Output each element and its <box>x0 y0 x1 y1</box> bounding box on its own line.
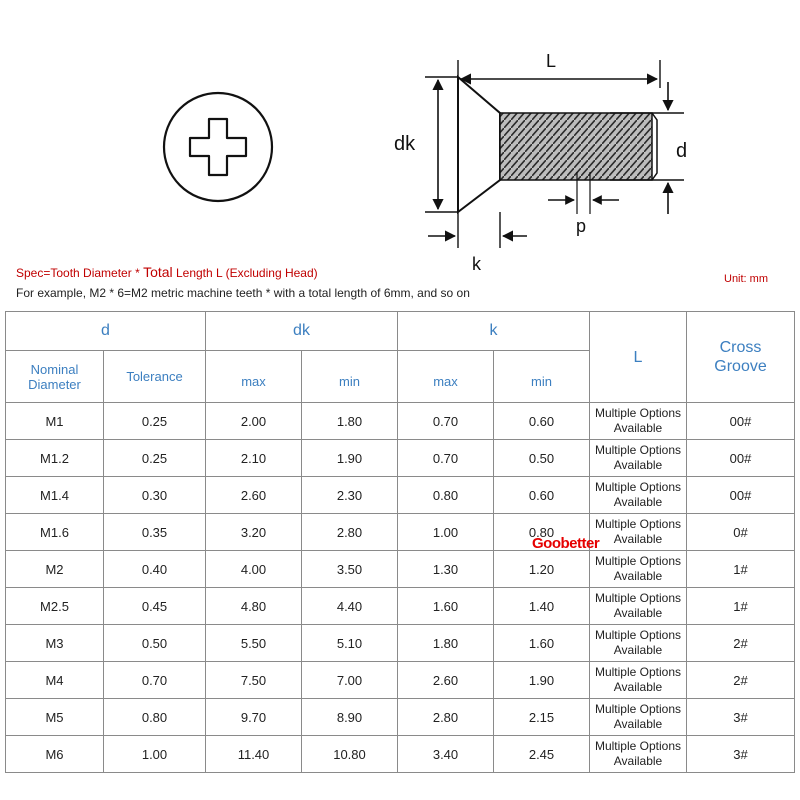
cell-dk-max: 2.60 <box>206 477 302 514</box>
cell-length-options <box>590 625 687 662</box>
cell-tolerance: 0.50 <box>104 625 206 662</box>
header-d: d <box>6 312 206 351</box>
brand-watermark: Goobetter <box>532 535 600 552</box>
cell-dk-min: 10.80 <box>302 736 398 773</box>
options-line1: Multiple Options <box>594 443 682 457</box>
header-k: k <box>398 312 590 351</box>
table-row <box>6 477 795 514</box>
cell-dk-min: 5.10 <box>302 625 398 662</box>
header-nominal-diameter <box>6 351 104 403</box>
cell-length-options <box>590 514 687 551</box>
cell-k-max: 0.70 <box>398 440 494 477</box>
cell-nominal: M4 <box>6 662 104 699</box>
options-line1: Multiple Options <box>594 406 682 420</box>
header-cross-groove <box>687 312 795 403</box>
spec-description <box>16 264 318 280</box>
cell-dk-min: 4.40 <box>302 588 398 625</box>
cell-length-options <box>590 699 687 736</box>
cell-dk-min: 2.80 <box>302 514 398 551</box>
label-k: k <box>472 254 481 274</box>
cross-groove-line1: Cross <box>719 339 762 356</box>
options-line1: Multiple Options <box>594 628 682 642</box>
cell-k-min: 0.60 <box>494 477 590 514</box>
cell-k-min: 1.60 <box>494 625 590 662</box>
options-line2: Available <box>613 421 663 435</box>
cell-k-min: 1.20 <box>494 551 590 588</box>
options-line1: Multiple Options <box>594 702 682 716</box>
table-row <box>6 699 795 736</box>
cell-cross-groove: 00# <box>687 440 795 477</box>
cell-nominal: M1.2 <box>6 440 104 477</box>
table-row <box>6 662 795 699</box>
cell-tolerance: 0.25 <box>104 440 206 477</box>
spec-suffix: Length L (Excluding Head) <box>172 266 318 280</box>
options-line2: Available <box>613 643 663 657</box>
cell-k-min: 0.60 <box>494 403 590 440</box>
cell-cross-groove: 2# <box>687 625 795 662</box>
cell-tolerance: 0.35 <box>104 514 206 551</box>
label-p: p <box>576 216 587 236</box>
cell-nominal: M1 <box>6 403 104 440</box>
cell-tolerance: 0.70 <box>104 662 206 699</box>
cell-length-options <box>590 477 687 514</box>
cell-cross-groove: 3# <box>687 736 795 773</box>
countersunk-screw-side-view-icon <box>458 77 657 212</box>
options-line1: Multiple Options <box>594 480 682 494</box>
cell-length-options <box>590 440 687 477</box>
cell-cross-groove: 2# <box>687 662 795 699</box>
screw-diagram <box>0 0 800 255</box>
cell-k-max: 1.80 <box>398 625 494 662</box>
cell-k-min: 2.45 <box>494 736 590 773</box>
cell-nominal: M2 <box>6 551 104 588</box>
cell-tolerance: 0.80 <box>104 699 206 736</box>
cell-k-min: 2.15 <box>494 699 590 736</box>
cell-tolerance: 0.30 <box>104 477 206 514</box>
options-line1: Multiple Options <box>594 554 682 568</box>
label-d: d <box>676 140 688 162</box>
unit-label: Unit: mm <box>724 273 768 285</box>
cell-dk-max: 5.50 <box>206 625 302 662</box>
spec-total: Total <box>143 264 173 280</box>
cross-groove-line2: Groove <box>714 358 767 375</box>
cell-nominal: M3 <box>6 625 104 662</box>
cell-k-max: 2.60 <box>398 662 494 699</box>
cell-dk-min: 1.80 <box>302 403 398 440</box>
cell-k-max: 1.00 <box>398 514 494 551</box>
cell-dk-max: 9.70 <box>206 699 302 736</box>
cell-k-min: 0.80 <box>494 514 590 551</box>
options-line2: Available <box>613 569 663 583</box>
cell-dk-min: 1.90 <box>302 440 398 477</box>
options-line1: Multiple Options <box>594 739 682 753</box>
cell-k-max: 0.70 <box>398 403 494 440</box>
options-line2: Available <box>613 606 663 620</box>
cell-cross-groove: 1# <box>687 551 795 588</box>
table-row <box>6 625 795 662</box>
table-row <box>6 588 795 625</box>
spec-table <box>5 311 795 773</box>
header-tolerance: Tolerance <box>104 351 206 403</box>
table-row <box>6 551 795 588</box>
cell-k-max: 1.60 <box>398 588 494 625</box>
cell-cross-groove: 00# <box>687 477 795 514</box>
cell-dk-max: 7.50 <box>206 662 302 699</box>
header-dk: dk <box>206 312 398 351</box>
cell-k-min: 1.40 <box>494 588 590 625</box>
options-line2: Available <box>613 495 663 509</box>
cell-dk-min: 7.00 <box>302 662 398 699</box>
cell-nominal: M1.4 <box>6 477 104 514</box>
cell-k-max: 2.80 <box>398 699 494 736</box>
nominal-line2: Diameter <box>28 376 81 392</box>
example-description: For example, M2 * 6=M2 metric machine teeth * with a total length of 6mm, and so on <box>16 286 470 300</box>
header-dk-min: min <box>302 351 398 403</box>
cell-tolerance: 0.40 <box>104 551 206 588</box>
cell-cross-groove: 00# <box>687 403 795 440</box>
options-line2: Available <box>613 754 663 768</box>
header-k-max: max <box>398 351 494 403</box>
cell-length-options <box>590 551 687 588</box>
cell-k-min: 0.50 <box>494 440 590 477</box>
cell-cross-groove: 1# <box>687 588 795 625</box>
table-row <box>6 403 795 440</box>
cell-dk-max: 11.40 <box>206 736 302 773</box>
cell-k-max: 3.40 <box>398 736 494 773</box>
header-dk-max: max <box>206 351 302 403</box>
cell-dk-max: 4.80 <box>206 588 302 625</box>
dimension-k <box>428 212 527 248</box>
cell-length-options <box>590 403 687 440</box>
phillips-head-top-view-icon <box>164 93 272 201</box>
cell-nominal: M6 <box>6 736 104 773</box>
label-L: L <box>546 51 557 71</box>
cell-tolerance: 1.00 <box>104 736 206 773</box>
cell-tolerance: 0.25 <box>104 403 206 440</box>
cell-dk-max: 2.00 <box>206 403 302 440</box>
cell-length-options <box>590 588 687 625</box>
cell-dk-min: 2.30 <box>302 477 398 514</box>
label-dk: dk <box>394 133 416 155</box>
cell-cross-groove: 3# <box>687 699 795 736</box>
header-L: L <box>590 312 687 403</box>
dimension-L <box>458 51 660 88</box>
cell-nominal: M1.6 <box>6 514 104 551</box>
header-row-1 <box>6 312 795 351</box>
cell-dk-max: 2.10 <box>206 440 302 477</box>
dimension-p <box>548 172 619 236</box>
cell-dk-max: 4.00 <box>206 551 302 588</box>
options-line2: Available <box>613 458 663 472</box>
cell-tolerance: 0.45 <box>104 588 206 625</box>
options-line1: Multiple Options <box>594 517 682 531</box>
cell-nominal: M2.5 <box>6 588 104 625</box>
dimension-dk <box>394 77 458 212</box>
cell-cross-groove: 0# <box>687 514 795 551</box>
cell-length-options <box>590 662 687 699</box>
options-line2: Available <box>613 717 663 731</box>
cell-k-min: 1.90 <box>494 662 590 699</box>
options-line1: Multiple Options <box>594 665 682 679</box>
cell-dk-max: 3.20 <box>206 514 302 551</box>
table-row <box>6 736 795 773</box>
cell-dk-min: 3.50 <box>302 551 398 588</box>
options-line1: Multiple Options <box>594 591 682 605</box>
spec-prefix: Spec=Tooth Diameter * <box>16 266 144 280</box>
nominal-line1: Nominal <box>30 361 79 377</box>
options-line2: Available <box>613 532 663 546</box>
cell-dk-min: 8.90 <box>302 699 398 736</box>
cell-nominal: M5 <box>6 699 104 736</box>
options-line2: Available <box>613 680 663 694</box>
table-row <box>6 514 795 551</box>
header-k-min: min <box>494 351 590 403</box>
cell-k-max: 0.80 <box>398 477 494 514</box>
cell-k-max: 1.30 <box>398 551 494 588</box>
cell-length-options <box>590 736 687 773</box>
table-row <box>6 440 795 477</box>
